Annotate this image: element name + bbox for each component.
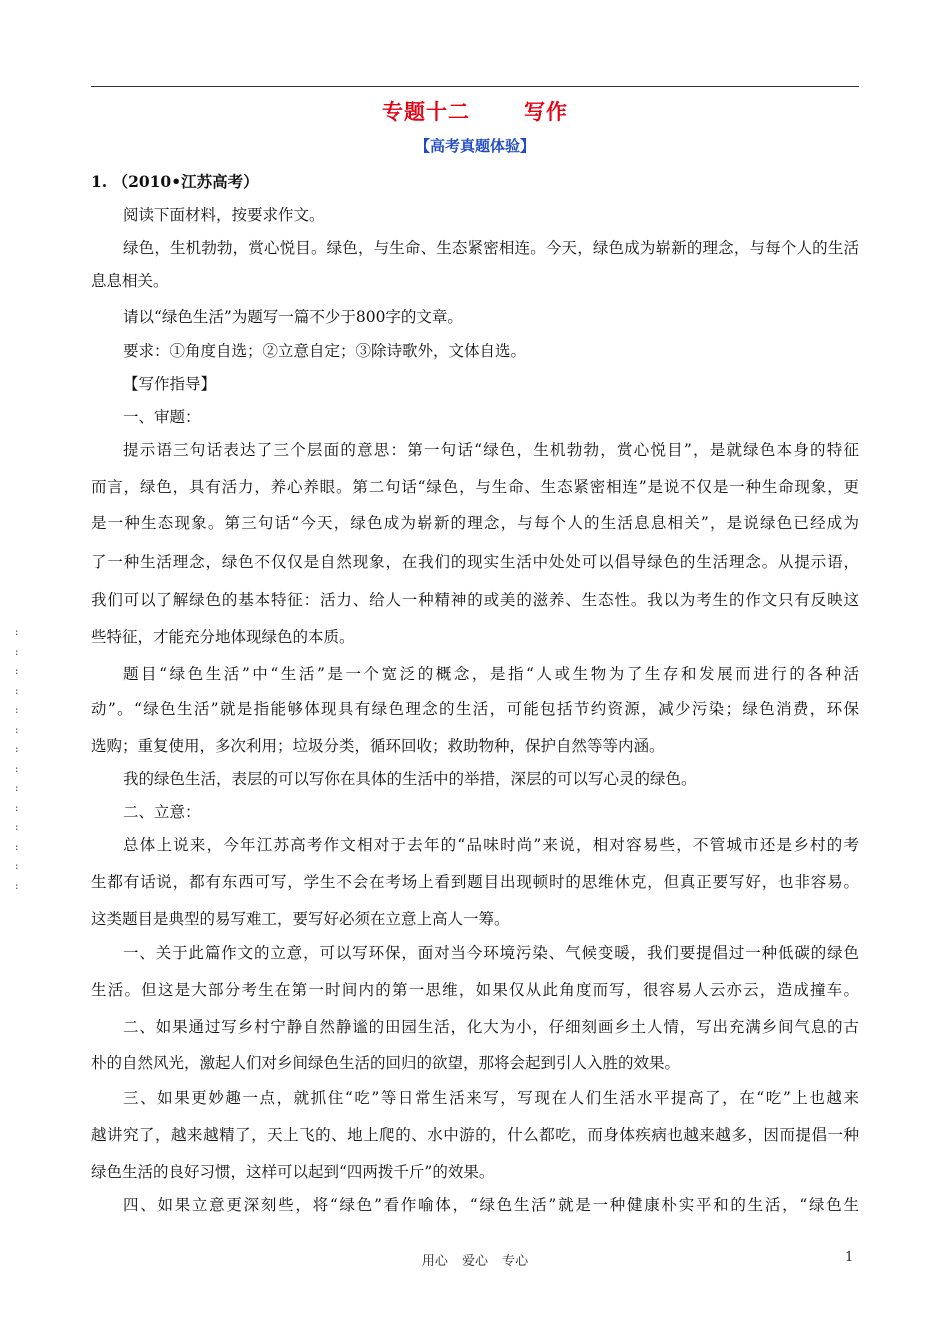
footer-item: 爱心 xyxy=(461,1254,488,1269)
section-label: 一、审题： xyxy=(123,408,201,426)
paragraph-line: 我们可以了解绿色的基本特征：活力、给人一种精神的或美的滋养、生态性。我以为考生的作文只有反映这 xyxy=(91,591,859,609)
paragraph-line: 些特征，才能充分地体现绿色的本质。 xyxy=(91,628,355,646)
question-label: 1. （2010•江苏高考） xyxy=(91,172,259,191)
margin-mark: : : xyxy=(14,745,20,775)
paragraph-line: 我的绿色生活，表层的可以写你在具体的生活中的举措，深层的可以写心灵的绿色。 xyxy=(123,770,697,788)
paragraph-line: 这类题目是典型的易写难工，要写好必须在立意上高人一筹。 xyxy=(91,910,510,928)
paragraph-line: 请以“绿色生活”为题写一篇不少于800字的文章。 xyxy=(123,308,463,326)
margin-mark: : : xyxy=(14,706,20,736)
title-subject: 写作 xyxy=(524,99,568,124)
margin-mark: : : xyxy=(14,667,20,697)
footer-slogan xyxy=(360,1250,590,1269)
paragraph-line: 四、如果立意更深刻些，将“绿色”看作喻体，“绿色生活”就是一种健康朴实平和的生活，“绿色生 xyxy=(123,1196,859,1214)
page-title xyxy=(91,96,859,126)
paragraph-line: 了一种生活理念，绿色不仅仅是自然现象，在我们的现实生活中处处可以倡导绿色的生活理念。从提示语， xyxy=(91,553,859,571)
margin-mark: : : xyxy=(14,862,20,892)
paragraph-line: 动”。“绿色生活”就是指能够体现具有绿色理念的生活，可能包括节约资源，减少污染；绿色消费，环保 xyxy=(91,700,859,718)
section-label: 【写作指导】 xyxy=(123,375,217,393)
margin-mark: : : xyxy=(14,784,20,814)
paragraph-line: 绿色生活的良好习惯，这样可以起到“四两拨千斤”的效果。 xyxy=(91,1163,495,1181)
paragraph-line: 阅读下面材料，按要求作文。 xyxy=(123,206,325,224)
section-heading: 【高考真题体验】 xyxy=(414,137,535,155)
page-number: 1 xyxy=(845,1250,854,1265)
footer-item: 专心 xyxy=(502,1254,529,1269)
paragraph-line: 生活。但这是大部分考生在第一时间内的第一思维，如果仅从此角度而写，很容易人云亦云，造成撞车。 xyxy=(91,981,859,999)
footer-item: 用心 xyxy=(421,1254,448,1269)
margin-mark: : : xyxy=(14,628,20,658)
paragraph-line: 选购；重复使用，多次利用；垃圾分类，循环回收；救助物种，保护自然等等内涵。 xyxy=(91,737,665,755)
paragraph-line: 题目“绿色生活”中“生活”是一个宽泛的概念，是指“人或生物为了生存和发展而进行的各种活 xyxy=(123,665,859,683)
paragraph-line: 二、如果通过写乡村宁静自然静谧的田园生活，化大为小，仔细刻画乡土人情，写出充满乡间气息的古 xyxy=(123,1018,859,1036)
paragraph-line: 绿色，生机勃勃，赏心悦目。绿色，与生命、生态紧密相连。今天，绿色成为崭新的理念，与每个人的生活 xyxy=(123,239,859,257)
paragraph-line: 三、如果更妙趣一点，就抓住“吃”等日常生活来写，写现在人们生活水平提高了，在“吃”上也越来 xyxy=(123,1089,859,1107)
margin-mark: : : xyxy=(14,823,20,853)
paragraph-line: 息息相关。 xyxy=(91,272,169,290)
paragraph-line: 而言，绿色，具有活力，养心养眼。第二句话“绿色，与生命、生态紧密相连”是说不仅是一种生命现象，更 xyxy=(91,478,859,496)
paragraph-line: 一、关于此篇作文的立意，可以写环保，面对当今环境污染、气候变暖，我们要提倡过一种低碳的绿色 xyxy=(123,944,859,962)
paragraph-line: 要求：①角度自选；②立意自定；③除诗歌外，文体自选。 xyxy=(123,342,527,360)
section-label: 二、立意： xyxy=(123,803,201,821)
title-topic: 专题十二 xyxy=(382,99,470,124)
paragraph-line: 朴的自然风光，激起人们对乡间绿色生活的回归的欲望，那将会起到引人入胜的效果。 xyxy=(91,1054,681,1072)
paragraph-line: 生都有话说，都有东西可写，学生不会在考场上看到题目出现顿时的思维休克，但真正要写好，也非容易。 xyxy=(91,873,859,891)
paragraph-line: 越讲究了，越来越精了，天上飞的、地上爬的、水中游的，什么都吃，而身体疾病也越来越多，因而提倡一种 xyxy=(91,1126,859,1144)
paragraph-line: 总体上说来，今年江苏高考作文相对于去年的“品味时尚”来说，相对容易些，不管城市还是乡村的考 xyxy=(123,836,859,854)
header-rule xyxy=(91,86,859,87)
paragraph-line: 是一种生态现象。第三句话“今天，绿色成为崭新的理念，与每个人的生活息息相关”，是说绿色已经成为 xyxy=(91,514,859,532)
paragraph-line: 提示语三句话表达了三个层面的意思：第一句话“绿色，生机勃勃，赏心悦目”，是就绿色本身的特征 xyxy=(123,441,859,459)
binding-margin-marks xyxy=(14,624,26,897)
